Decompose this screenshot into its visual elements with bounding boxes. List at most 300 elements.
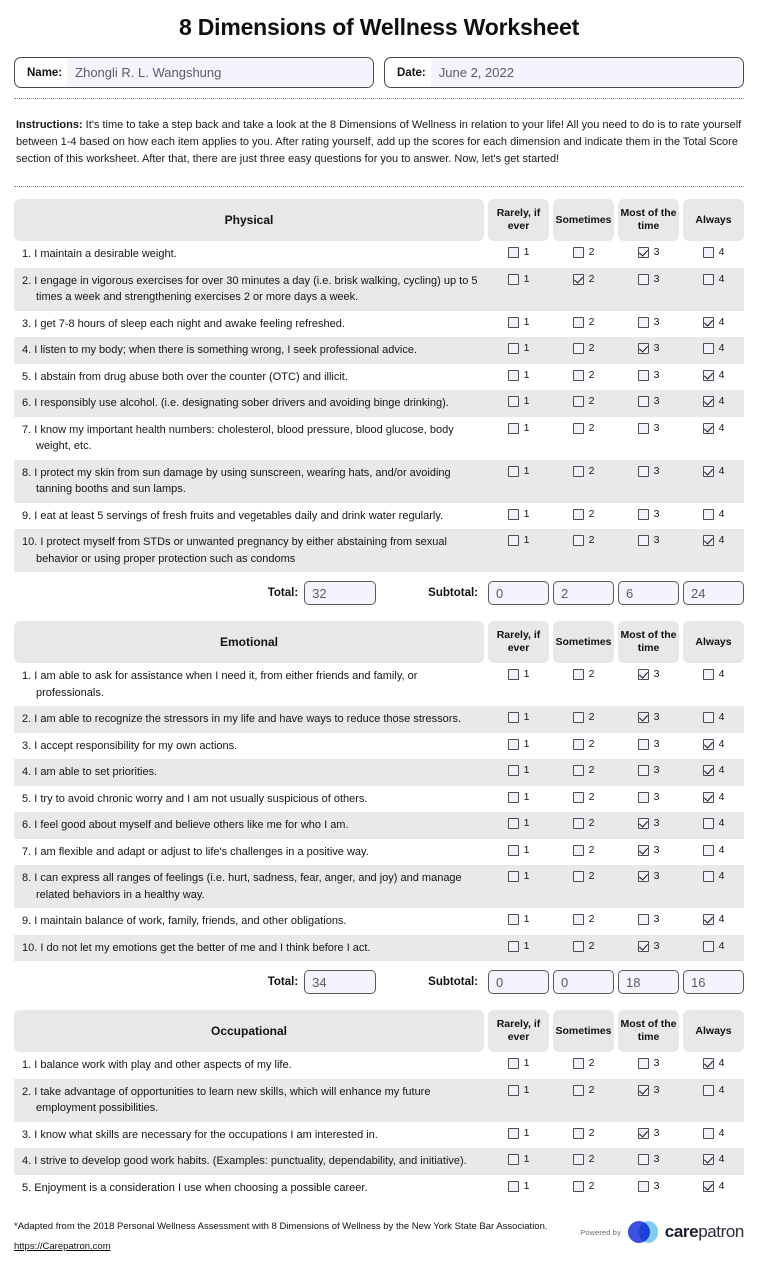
checkbox-icon[interactable] [508,317,519,328]
option-number: 2 [588,939,595,952]
checkbox-icon[interactable] [573,792,584,803]
checkbox-checked-icon[interactable] [703,317,714,328]
date-field[interactable] [384,57,744,88]
option-cell-3[interactable] [618,1127,679,1139]
checkbox-icon[interactable] [638,1154,649,1165]
checkbox-icon[interactable] [573,669,584,680]
option-cell-3[interactable] [618,395,679,407]
option-cell-1[interactable] [488,465,549,477]
option-cell-3[interactable] [618,1084,679,1096]
row-options [488,534,744,546]
checkbox-icon[interactable] [508,370,519,381]
table-row [14,390,744,417]
checkbox-icon[interactable] [573,343,584,354]
row-label [14,342,488,359]
column-header-3: Most of the time [618,621,679,663]
option-cell-4[interactable] [683,791,744,803]
checkbox-icon[interactable] [508,247,519,258]
option-cell-2[interactable] [553,342,614,354]
footer-note: *Adapted from the 2018 Personal Wellness Assessment with 8 Dimensions of Wellness by the New York State Bar Association. [14,1221,548,1233]
row-text: I feel good about myself and believe others like me for who I am. [34,819,349,832]
row-text: I know what skills are necessary for the occupations I am interested in. [34,1128,378,1141]
option-number: 1 [523,1179,530,1192]
option-cell-2[interactable] [553,668,614,680]
checkbox-checked-icon[interactable] [638,712,649,723]
checkbox-checked-icon[interactable] [703,1154,714,1165]
option-cell-4[interactable] [683,422,744,434]
option-cell-3[interactable] [618,342,679,354]
option-cell-2[interactable] [553,316,614,328]
option-number: 3 [653,870,660,883]
checkbox-checked-icon[interactable] [703,765,714,776]
option-cell-1[interactable] [488,1084,549,1096]
option-cell-3[interactable] [618,508,679,520]
option-number: 1 [523,711,530,724]
option-cell-1[interactable] [488,395,549,407]
checkbox-icon[interactable] [638,466,649,477]
option-cell-4[interactable] [683,940,744,952]
option-cell-4[interactable] [683,342,744,354]
checkbox-icon[interactable] [508,669,519,680]
total-label: Total: [267,976,299,989]
option-cell-1[interactable] [488,1127,549,1139]
option-cell-3[interactable] [618,273,679,285]
option-number: 1 [523,737,530,750]
option-cell-1[interactable] [488,369,549,381]
checkbox-icon[interactable] [573,941,584,952]
row-options [488,369,744,381]
checkbox-icon[interactable] [573,739,584,750]
option-cell-4[interactable] [683,508,744,520]
checkbox-icon[interactable] [638,765,649,776]
option-cell-3[interactable] [618,1057,679,1069]
option-cell-3[interactable] [618,465,679,477]
checkbox-checked-icon[interactable] [638,1085,649,1096]
checkbox-icon[interactable] [508,1181,519,1192]
option-cell-1[interactable] [488,316,549,328]
row-text: I get 7-8 hours of sleep each night and awake feeling refreshed. [34,317,345,330]
checkbox-checked-icon[interactable] [703,396,714,407]
checkbox-checked-icon[interactable] [573,274,584,285]
option-number: 2 [588,668,595,681]
checkbox-checked-icon[interactable] [638,941,649,952]
checkbox-icon[interactable] [508,466,519,477]
row-label [14,1180,488,1197]
option-number: 1 [523,870,530,883]
checkbox-checked-icon[interactable] [703,1181,714,1192]
checkbox-checked-icon[interactable] [638,343,649,354]
option-cell-1[interactable] [488,738,549,750]
option-cell-1[interactable] [488,1153,549,1165]
option-cell-2[interactable] [553,844,614,856]
option-cell-4[interactable] [683,1057,744,1069]
checkbox-icon[interactable] [703,247,714,258]
option-number: 3 [653,464,660,477]
checkbox-icon[interactable] [638,423,649,434]
subtotal-input-1[interactable]: 0 [488,581,549,605]
option-number: 4 [718,1126,725,1139]
checkbox-checked-icon[interactable] [703,535,714,546]
checkbox-icon[interactable] [573,1181,584,1192]
option-cell-3[interactable] [618,913,679,925]
option-cell-1[interactable] [488,764,549,776]
checkbox-icon[interactable] [573,914,584,925]
option-cell-4[interactable] [683,711,744,723]
option-cell-2[interactable] [553,422,614,434]
checkbox-checked-icon[interactable] [703,466,714,477]
table-row [14,503,744,530]
row-options [488,940,744,952]
checkbox-checked-icon[interactable] [638,247,649,258]
option-number: 1 [523,764,530,777]
option-cell-1[interactable] [488,342,549,354]
table-row [14,1122,744,1149]
checkbox-icon[interactable] [573,1128,584,1139]
option-number: 2 [588,342,595,355]
checkbox-icon[interactable] [573,247,584,258]
checkbox-icon[interactable] [573,1058,584,1069]
option-cell-4[interactable] [683,316,744,328]
row-label [14,246,488,263]
checkbox-icon[interactable] [638,739,649,750]
checkbox-icon[interactable] [573,765,584,776]
option-number: 2 [588,1083,595,1096]
checkbox-icon[interactable] [508,423,519,434]
option-number: 4 [718,368,725,381]
option-cell-2[interactable] [553,246,614,258]
option-cell-3[interactable] [618,738,679,750]
checkbox-icon[interactable] [508,509,519,520]
column-header-4: Always [683,1010,744,1052]
option-cell-1[interactable] [488,940,549,952]
option-cell-2[interactable] [553,870,614,882]
checkbox-icon[interactable] [638,1058,649,1069]
option-cell-4[interactable] [683,764,744,776]
option-number: 3 [653,395,660,408]
checkbox-icon[interactable] [573,871,584,882]
row-number: 1. [22,248,32,261]
table-row [14,839,744,866]
option-number: 4 [718,870,725,883]
option-number: 3 [653,790,660,803]
option-cell-2[interactable] [553,508,614,520]
option-cell-2[interactable] [553,1084,614,1096]
option-cell-2[interactable] [553,1180,614,1192]
table-row [14,1079,744,1122]
checkbox-icon[interactable] [508,792,519,803]
option-cell-1[interactable] [488,844,549,856]
option-number: 3 [653,1057,660,1070]
brand-bold: care [664,1222,699,1242]
checkbox-icon[interactable] [573,1154,584,1165]
option-number: 1 [523,1126,530,1139]
option-number: 3 [653,1153,660,1166]
option-cell-3[interactable] [618,791,679,803]
checkbox-icon[interactable] [508,941,519,952]
option-cell-1[interactable] [488,668,549,680]
option-cell-3[interactable] [618,422,679,434]
option-cell-1[interactable] [488,711,549,723]
name-input[interactable]: Zhongli R. L. Wangshung [67,58,373,87]
checkbox-icon[interactable] [508,765,519,776]
table-row [14,935,744,962]
row-options [488,844,744,856]
checkbox-icon[interactable] [573,818,584,829]
row-options [488,1127,744,1139]
name-field[interactable] [14,57,374,88]
table-row [14,1052,744,1079]
option-cell-2[interactable] [553,791,614,803]
checkbox-icon[interactable] [573,317,584,328]
option-cell-2[interactable] [553,738,614,750]
option-cell-1[interactable] [488,246,549,258]
option-number: 1 [523,421,530,434]
row-number: 2. [22,713,32,726]
option-cell-1[interactable] [488,1180,549,1192]
checkbox-icon[interactable] [703,871,714,882]
checkbox-icon[interactable] [638,914,649,925]
checkbox-icon[interactable] [573,712,584,723]
checkbox-icon[interactable] [508,739,519,750]
checkbox-checked-icon[interactable] [703,1058,714,1069]
checkbox-icon[interactable] [508,914,519,925]
option-cell-1[interactable] [488,422,549,434]
checkbox-checked-icon[interactable] [638,1128,649,1139]
table-row [14,364,744,391]
option-cell-2[interactable] [553,395,614,407]
subtotal-input-3[interactable]: 18 [618,970,679,994]
checkbox-checked-icon[interactable] [703,792,714,803]
subtotal-input-4[interactable]: 24 [683,581,744,605]
option-cell-2[interactable] [553,369,614,381]
subtotal-input-2[interactable]: 2 [553,581,614,605]
footer [14,1201,744,1254]
table-row [14,733,744,760]
option-number: 1 [523,913,530,926]
option-cell-3[interactable] [618,817,679,829]
row-number: 4. [22,344,32,357]
checkbox-icon[interactable] [638,370,649,381]
row-label [14,395,488,412]
row-number: 7. [22,845,32,858]
option-cell-3[interactable] [618,844,679,856]
option-cell-3[interactable] [618,711,679,723]
checkbox-checked-icon[interactable] [638,845,649,856]
subtotal-input-4[interactable]: 16 [683,970,744,994]
checkbox-icon[interactable] [638,317,649,328]
checkbox-icon[interactable] [703,669,714,680]
checkbox-icon[interactable] [508,845,519,856]
option-number: 2 [588,246,595,259]
checkbox-icon[interactable] [508,871,519,882]
carepatron-wordmark [665,1222,744,1242]
subtotal-input-2[interactable]: 0 [553,970,614,994]
option-cell-4[interactable] [683,738,744,750]
option-cell-2[interactable] [553,1127,614,1139]
checkbox-icon[interactable] [638,792,649,803]
checkbox-icon[interactable] [703,343,714,354]
divider-top [14,98,744,99]
option-cell-2[interactable] [553,534,614,546]
option-cell-2[interactable] [553,465,614,477]
option-cell-4[interactable] [683,369,744,381]
option-cell-3[interactable] [618,246,679,258]
checkbox-icon[interactable] [508,274,519,285]
option-cell-4[interactable] [683,273,744,285]
table-row [14,337,744,364]
checkbox-checked-icon[interactable] [703,739,714,750]
table-row [14,865,744,908]
option-cell-3[interactable] [618,940,679,952]
column-header-4: Always [683,621,744,663]
option-cell-4[interactable] [683,1180,744,1192]
checkbox-icon[interactable] [508,396,519,407]
option-cell-4[interactable] [683,1153,744,1165]
instructions-label: Instructions: [16,119,83,131]
instructions-text [14,110,744,175]
checkbox-icon[interactable] [573,370,584,381]
checkbox-icon[interactable] [703,818,714,829]
row-number: 8. [22,872,32,885]
row-label [14,738,488,755]
checkbox-icon[interactable] [508,712,519,723]
option-cell-2[interactable] [553,273,614,285]
checkbox-icon[interactable] [508,1128,519,1139]
option-cell-4[interactable] [683,465,744,477]
checkbox-icon[interactable] [573,396,584,407]
option-cell-4[interactable] [683,1084,744,1096]
checkbox-icon[interactable] [638,274,649,285]
checkbox-icon[interactable] [508,1085,519,1096]
option-cell-3[interactable] [618,668,679,680]
option-cell-3[interactable] [618,870,679,882]
option-cell-4[interactable] [683,246,744,258]
checkbox-icon[interactable] [508,1058,519,1069]
option-cell-2[interactable] [553,1057,614,1069]
row-label [14,465,488,498]
option-cell-2[interactable] [553,1153,614,1165]
checkbox-icon[interactable] [703,845,714,856]
total-input[interactable]: 32 [304,581,376,605]
checkbox-checked-icon[interactable] [703,423,714,434]
option-cell-1[interactable] [488,534,549,546]
option-cell-2[interactable] [553,764,614,776]
checkbox-icon[interactable] [703,509,714,520]
option-cell-3[interactable] [618,316,679,328]
option-cell-1[interactable] [488,273,549,285]
option-cell-2[interactable] [553,817,614,829]
checkbox-icon[interactable] [703,1085,714,1096]
option-cell-3[interactable] [618,764,679,776]
option-cell-1[interactable] [488,913,549,925]
checkbox-icon[interactable] [638,396,649,407]
option-number: 3 [653,421,660,434]
total-input[interactable]: 34 [304,970,376,994]
option-cell-3[interactable] [618,1153,679,1165]
option-number: 1 [523,246,530,259]
page-title: 8 Dimensions of Wellness Worksheet [178,14,580,40]
option-cell-2[interactable] [553,711,614,723]
table-row [14,311,744,338]
checkbox-icon[interactable] [573,466,584,477]
checkbox-checked-icon[interactable] [638,818,649,829]
option-cell-1[interactable] [488,1057,549,1069]
checkbox-icon[interactable] [703,1128,714,1139]
footer-link[interactable]: https://Carepatron.com [14,1240,111,1252]
option-cell-4[interactable] [683,395,744,407]
checkbox-icon[interactable] [703,274,714,285]
option-cell-4[interactable] [683,844,744,856]
checkbox-checked-icon[interactable] [638,871,649,882]
checkbox-checked-icon[interactable] [703,914,714,925]
option-cell-3[interactable] [618,1180,679,1192]
option-cell-4[interactable] [683,817,744,829]
column-header-2: Sometimes [553,199,614,241]
option-cell-1[interactable] [488,817,549,829]
option-cell-4[interactable] [683,534,744,546]
checkbox-icon[interactable] [573,423,584,434]
option-cell-4[interactable] [683,913,744,925]
checkbox-icon[interactable] [638,1181,649,1192]
row-label [14,1127,488,1144]
table-row [14,812,744,839]
subtotal-input-1[interactable]: 0 [488,970,549,994]
checkbox-icon[interactable] [508,535,519,546]
option-cell-3[interactable] [618,534,679,546]
row-options [488,817,744,829]
checkbox-icon[interactable] [573,845,584,856]
subtotal-label: Subtotal: [428,587,478,600]
row-text: I eat at least 5 servings of fresh fruits and vegetables daily and drink water regularly. [34,509,444,522]
checkbox-icon[interactable] [703,712,714,723]
checkbox-icon[interactable] [508,1154,519,1165]
instructions-body: It's time to take a step back and take a look at the 8 Dimensions of Wellness in relation to your life! All you need to do is to rate yourself between 1-4 based on how each item applies to you. After rating yourself, add up the scores for each dimension and indicate them in the Total Score section of this worksheet. After that, there are just three easy questions for you to answer. Now, let's get started! [16,119,742,166]
checkbox-icon[interactable] [638,509,649,520]
checkbox-icon[interactable] [573,509,584,520]
option-cell-3[interactable] [618,369,679,381]
row-options [488,465,744,477]
row-label [14,369,488,386]
option-cell-4[interactable] [683,870,744,882]
row-label [14,764,488,781]
option-cell-1[interactable] [488,508,549,520]
checkbox-checked-icon[interactable] [638,669,649,680]
option-cell-1[interactable] [488,870,549,882]
option-number: 4 [718,507,725,520]
row-label [14,273,488,306]
option-cell-1[interactable] [488,791,549,803]
checkbox-icon[interactable] [703,941,714,952]
checkbox-icon[interactable] [638,535,649,546]
checkbox-checked-icon[interactable] [703,370,714,381]
option-cell-2[interactable] [553,940,614,952]
row-text: I balance work with play and other aspects of my life. [34,1059,292,1072]
option-number: 3 [653,272,660,285]
name-label: Name: [27,66,63,79]
option-cell-4[interactable] [683,1127,744,1139]
option-cell-4[interactable] [683,668,744,680]
subtotal-input-3[interactable]: 6 [618,581,679,605]
checkbox-icon[interactable] [573,1085,584,1096]
checkbox-icon[interactable] [508,818,519,829]
checkbox-icon[interactable] [508,343,519,354]
date-input[interactable]: June 2, 2022 [431,58,743,87]
option-number: 4 [718,668,725,681]
option-number: 2 [588,421,595,434]
option-number: 2 [588,395,595,408]
checkbox-icon[interactable] [573,535,584,546]
option-cell-2[interactable] [553,913,614,925]
